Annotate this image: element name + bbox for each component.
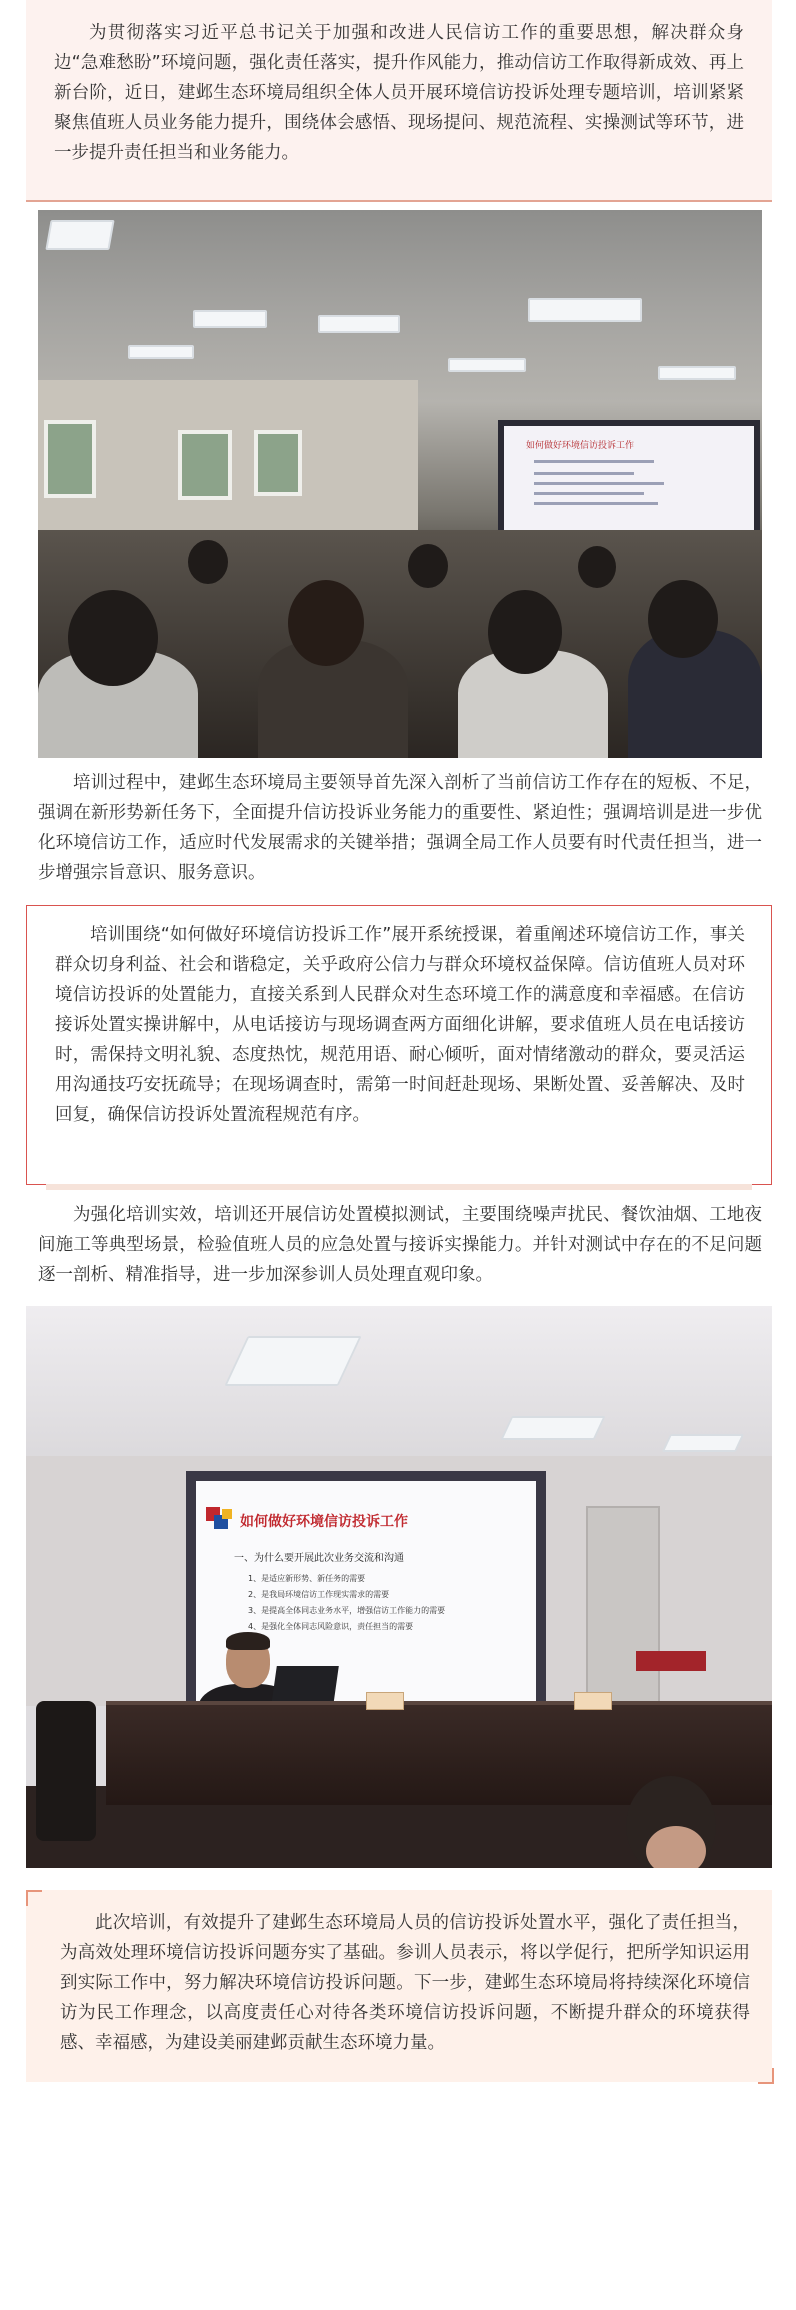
window: [178, 430, 232, 500]
audience: [38, 530, 762, 758]
focus-paragraph: 培训围绕“如何做好环境信访投诉工作”展开系统授课，着重阐述环境信访工作，事关群众切身利益、社会和谐稳定，关乎政府公信力与群众环境权益保障。信访值班人员对环境信访投诉的处置能力，直接关系到人民群众对生态环境工作的满意度和幸福感。在信访接诉处置实操讲解中，从电话接访与现场调查两方面细化讲解，要求值班人员在电话接访时，需保持文明礼貌、态度热忱，规范用语、耐心倾听，面对情绪激动的群众，要灵活运用沟通技巧安抚疏导；在现场调查时，需第一时间赶赴现场、果断处置、妥善解决、及时回复，确保信访投诉处置流程规范有序。: [55, 925, 745, 1125]
ceiling-light: [45, 220, 114, 250]
screen-item: 2、是我局环境信访工作现实需求的需要: [248, 1590, 390, 1599]
red-banner: [636, 1651, 706, 1671]
screen-text-line: [534, 482, 664, 485]
screen-title: 如何做好环境信访投诉工作: [526, 441, 635, 451]
training-hall-photo: [38, 210, 762, 758]
screen-item: 4、是强化全体同志风险意识，责任担当的需要: [248, 1622, 414, 1631]
screen-item: 1、是适应新形势、新任务的需要: [248, 1574, 366, 1583]
attendee-head: [488, 590, 562, 674]
screen-text-line: [534, 492, 644, 495]
screen-text-line: [534, 460, 654, 463]
intro-section: [26, 0, 772, 202]
window: [44, 420, 96, 498]
corner-decoration: [758, 2068, 774, 2084]
attendee-head: [188, 540, 228, 584]
screen-text-line: [534, 472, 634, 475]
focus-section: [26, 905, 772, 1185]
ceiling-light: [193, 310, 267, 328]
attendee-head: [68, 590, 158, 686]
logo-icon: [222, 1509, 232, 1519]
nameplate: [574, 1692, 612, 1710]
ceiling-light: [448, 358, 526, 372]
foreground-person-face: [646, 1826, 706, 1868]
window: [254, 430, 302, 496]
laptop: [271, 1666, 339, 1706]
nameplate: [366, 1692, 404, 1710]
door: [586, 1506, 660, 1710]
screen-title: 如何做好环境信访投诉工作: [240, 1514, 408, 1530]
simulation-paragraph: 为强化培训实效，培训还开展信访处置模拟测试，主要围绕噪声扰民、餐饮油烟、工地夜间施工等典型场景，检验值班人员的应急处置与接诉实操能力。并针对测试中存在的不足问题逐一剖析、精准指导，进一步加深参训人员处理直观印象。: [38, 1205, 762, 1285]
screen-item: 3、是提高全体同志业务水平，增强信访工作能力的需要: [248, 1606, 446, 1615]
screen-text-line: [534, 502, 658, 505]
ceiling-light: [128, 345, 194, 359]
screen-subtitle: 一、为什么要开展此次业务交流和沟通: [234, 1553, 404, 1564]
speaker-hair: [226, 1632, 270, 1650]
process-paragraph: 培训过程中，建邺生态环境局主要领导首先深入剖析了当前信访工作存在的短板、不足，强调在新形势新任务下，全面提升信访投诉业务能力的重要性、紧迫性；强调培训是进一步优化环境信访工作，适应时代发展需求的关键举措；强调全局工作人员要有时代责任担当，进一步增强宗旨意识、服务意识。: [38, 773, 762, 883]
chair: [36, 1701, 96, 1841]
ceiling-light: [500, 1416, 605, 1440]
ceiling-light: [658, 366, 736, 380]
corner-decoration: [26, 1890, 42, 1906]
attendee-head: [288, 580, 364, 666]
focus-section-underline: [46, 1184, 752, 1190]
lecture-photo: [26, 1306, 772, 1868]
attendee-head: [648, 580, 718, 658]
conclusion-paragraph: 此次培训，有效提升了建邺生态环境局人员的信访投诉处置水平，强化了责任担当，为高效处理环境信访投诉问题夯实了基础。参训人员表示，将以学促行，把所学知识运用到实际工作中，努力解决环境信访投诉问题。下一步，建邺生态环境局将持续深化环境信访为民工作理念，以高度责任心对待各类环境信访投诉问题，不断提升群众的环境获得感、幸福感，为建设美丽建邺贡献生态环境力量。: [60, 1913, 750, 2053]
ceiling-light: [528, 298, 642, 322]
attendee-head: [578, 546, 616, 588]
attendee-head: [408, 544, 448, 588]
ceiling-light: [662, 1434, 744, 1452]
ceiling-light: [318, 315, 400, 333]
ceiling: [26, 1306, 772, 1476]
intro-paragraph: 为贯彻落实习近平总书记关于加强和改进人民信访工作的重要思想，解决群众身边“急难愁盼”环境问题，强化责任落实，提升作风能力，推动信访工作取得新成效、再上新台阶，近日，建邺生态环境局组织全体人员开展环境信访投诉处理专题培训，培训紧紧聚焦值班人员业务能力提升，围绕体会感悟、现场提问、规范流程、实操测试等环节，进一步提升责任担当和业务能力。: [54, 23, 744, 163]
conclusion-section: [26, 1890, 772, 2082]
ceiling-light: [224, 1336, 361, 1386]
